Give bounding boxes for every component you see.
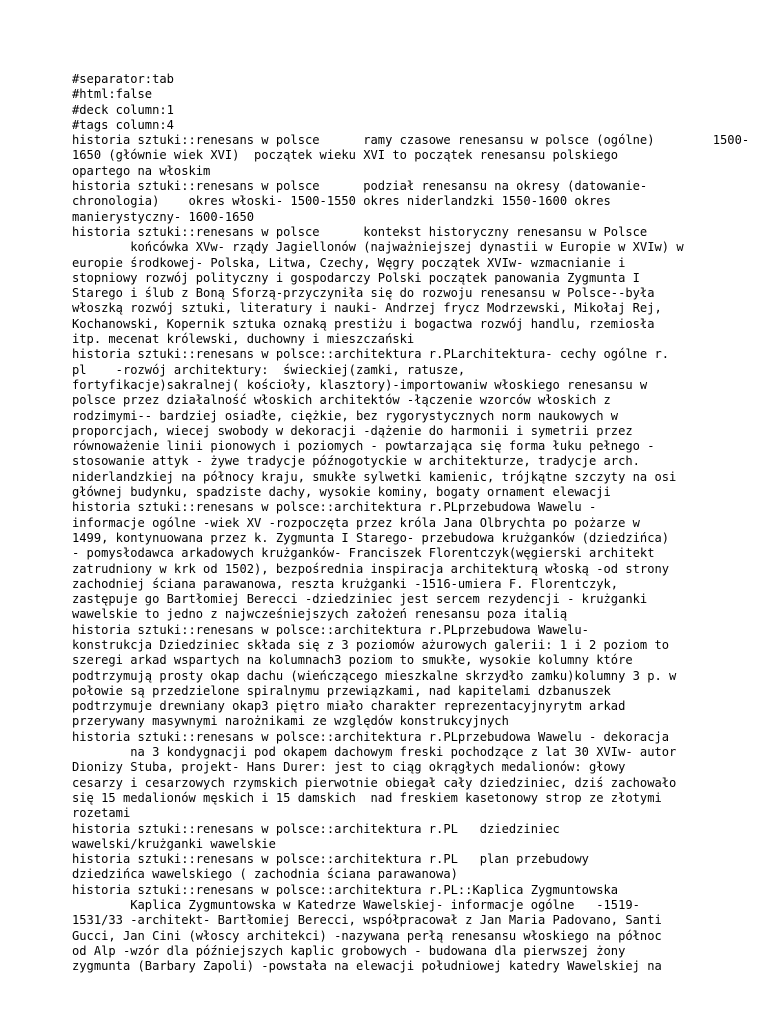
- text-line: historia sztuki::renesans w polsce::architektura r.PLprzebudowa Wawelu - dekoracja: [72, 729, 670, 744]
- text-line: włoszką rozwój sztuki, literatury i nauki- Andrzej frycz Modrzewski, Mikołaj Rej,: [72, 301, 662, 316]
- text-line: zygmunta (Barbary Zapoli) -powstała na elewacji południowej katedry Wawelskiej na: [72, 959, 662, 974]
- text-line: 1499, kontynuowana przez k. Zygmunta I Starego- przebudowa krużganków (dziedzińca): [72, 530, 670, 545]
- text-line: połowie są przedzielone spiralnymu przewiązkami, nad kapitelami dzbanuszek: [72, 683, 611, 698]
- text-line: wawelski/krużganki wawelskie: [72, 836, 276, 851]
- text-line: historia sztuki::renesans w polsce::architektura r.PL dziedziniec: [72, 821, 560, 836]
- text-line: końcówka XVw- rządy Jagiellonów (najważniejszej dynastii w Europie w XVIw) w: [72, 240, 684, 255]
- text-line: stopniowy rozwój polityczny i gospodarczy Polski początek panowania Zygmunta I: [72, 270, 640, 285]
- text-line: itp. mecenat królewski, duchowny i mieszczański: [72, 332, 415, 347]
- text-line: #tags column:4: [72, 117, 174, 132]
- text-line: - pomysłodawca arkadowych krużganków- Franciszek Florentczyk(węgierski architekt: [72, 546, 655, 561]
- text-line: historia sztuki::renesans w polsce podział renesansu na okresy (datowanie-: [72, 179, 648, 194]
- text-line: na 3 kondygnacji pod okapem dachowym freski pochodzące z lat 30 XVIw- autor: [72, 745, 677, 760]
- text-line: proporcjach, wiecej swobody w dekoracji -dążenie do harmonii i symetrii przez: [72, 423, 633, 438]
- text-line: historia sztuki::renesans w polsce::architektura r.PLarchitektura- cechy ogólne r.: [72, 347, 670, 362]
- text-line: cesarzy i cesarzowych rzymskich pierwotnie obiegał cały dziedziniec, dziś zachowało: [72, 775, 677, 790]
- text-line: rodzimymi-- bardziej osiadłe, ciężkie, bez rygorystycznych norm naukowych w: [72, 408, 619, 423]
- text-line: #deck column:1: [72, 102, 174, 117]
- document-page: [72, 72, 750, 1012]
- text-line: równoważenie linii pionowych i poziomych - powtarzająca się forma łuku pełnego -: [72, 439, 655, 454]
- text-line: opartego na włoskim: [72, 163, 211, 178]
- text-line: Starego i ślub z Boną Sforzą-przyczyniła się do rozwoju renesansu w Polsce--była: [72, 286, 655, 301]
- text-line: niderlandzkiej na północy kraju, smukłe sylwetki kamienic, trójkątne szczyty na osi: [72, 469, 677, 484]
- text-line: historia sztuki::renesans w polsce::architektura r.PLprzebudowa Wawelu -: [72, 500, 597, 515]
- text-line: od Alp -wzór dla późniejszych kaplic grobowych - budowana dla pierwszej żony: [72, 943, 626, 958]
- text-line: #separator:tab: [72, 72, 174, 86]
- text-line: zachodniej ściana parawanowa, reszta krużganki -1516-umiera F. Florentczyk,: [72, 576, 619, 591]
- text-line: historia sztuki::renesans w polsce::architektura r.PL plan przebudowy: [72, 852, 589, 867]
- text-line: Gucci, Jan Cini (włoscy architekci) -nazywana perłą renesansu włoskiego na północ: [72, 928, 662, 943]
- text-line: podtrzymują prosty okap dachu (wieńczącego mieszkalne skrzydło zamku)kolumny 3 p. w: [72, 668, 677, 683]
- text-line: Kaplica Zygmuntowska w Katedrze Wawelskiej- informacje ogólne -1519-: [72, 898, 640, 913]
- text-line: Dionizy Stuba, projekt- Hans Durer: jest to ciąg okrągłych medalionów: głowy: [72, 760, 626, 775]
- text-line: szeregi arkad wspartych na kolumnach3 poziom to smukłe, wysokie kolumny które: [72, 653, 633, 668]
- text-line: głównej budynku, spadziste dachy, wysokie kominy, bogaty ornament elewacji: [72, 485, 611, 500]
- text-line: podtrzymuje drewniany okap3 piętro miało charakter reprezentacyjnyrytm arkad: [72, 699, 626, 714]
- text-line: historia sztuki::renesans w polsce::architektura r.PLprzebudowa Wawelu-: [72, 622, 589, 637]
- text-line: chronologia) okres włoski- 1500-1550 okres niderlandzki 1550-1600 okres: [72, 194, 611, 209]
- text-line: przerywany masywnymi narożnikami ze względów konstrukcyjnych: [72, 714, 509, 729]
- text-line: zatrudniony w krk od 1502), bezpośrednia inspiracja architekturą włoską -od strony: [72, 561, 670, 576]
- text-line: 1650 (głównie wiek XVI) początek wieku XVI to początek renesansu polskiego: [72, 148, 619, 163]
- text-line: #html:false: [72, 87, 153, 102]
- text-line: stosowanie attyk - żywe tradycje późnogotyckie w architekturze, tradycje arch.: [72, 454, 640, 469]
- text-line: rozetami: [72, 806, 131, 821]
- text-line: pl -rozwój architektury: świeckiej(zamki, ratusze,: [72, 362, 466, 377]
- text-line: Kochanowski, Kopernik sztuka oznaką prestiżu i bogactwa rozwój handlu, rzemiosła: [72, 316, 655, 331]
- text-line: europie środkowej- Polska, Litwa, Czechy, Węgry początek XVIw- wzmacnianie i: [72, 255, 626, 270]
- text-line: konstrukcja Dziedziniec składa się z 3 poziomów ażurowych galerii: 1 i 2 poziom to: [72, 637, 670, 652]
- text-line: informacje ogólne -wiek XV -rozpoczęta przez króla Jana Olbrychta po pożarze w: [72, 515, 640, 530]
- text-line: manierystyczny- 1600-1650: [72, 209, 255, 224]
- text-line: zastępuje go Bartłomiej Berecci -dziedziniec jest sercem rezydencji - krużganki: [72, 592, 648, 607]
- text-line: dziedzińca wawelskiego ( zachodnia ściana parawanowa): [72, 867, 458, 882]
- text-line: historia sztuki::renesans w polsce::architektura r.PL::Kaplica Zygmuntowska: [72, 882, 619, 897]
- text-line: polsce przez działalność włoskich architektów -łączenie wzorców włoskich z: [72, 393, 611, 408]
- text-line: historia sztuki::renesans w polsce ramy czasowe renesansu w polsce (ogólne) 1500-: [72, 133, 750, 148]
- text-line: historia sztuki::renesans w polsce kontekst historyczny renesansu w Polsce: [72, 224, 648, 239]
- text-line: się 15 medalionów męskich i 15 damskich nad freskiem kasetonowy strop ze złotymi: [72, 790, 662, 805]
- text-line: fortyfikacje)sakralnej( kościoły, klasztory)-importowaniw włoskiego renesansu w: [72, 377, 648, 392]
- text-line: 1531/33 -architekt- Bartłomiej Berecci, współpracował z Jan Maria Padovano, Santi: [72, 913, 662, 928]
- text-line: wawelskie to jedno z najwcześniejszych założeń renesansu poza italią: [72, 607, 568, 622]
